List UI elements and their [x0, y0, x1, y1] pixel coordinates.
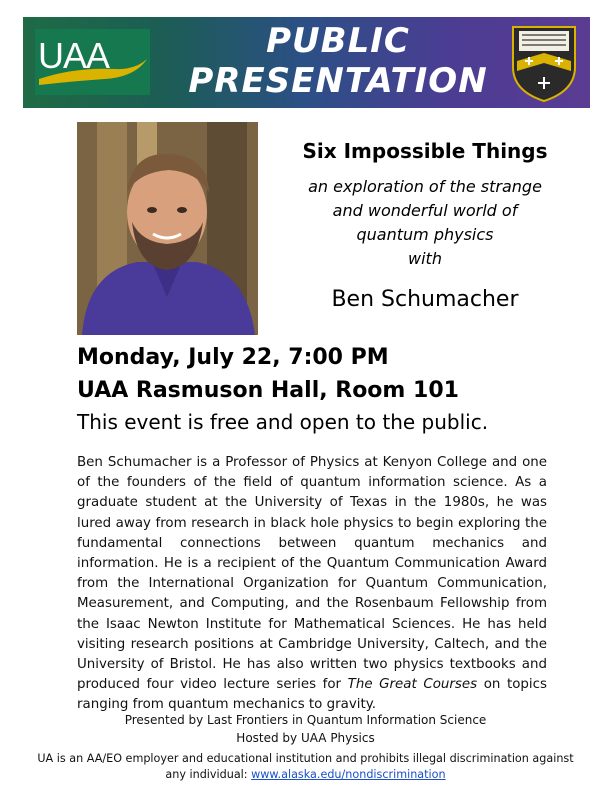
- speaker-bio: [77, 453, 547, 716]
- uaa-logo: [35, 29, 150, 95]
- talk-subtitle: [290, 175, 560, 271]
- event-date: Monday, July 22, 7:00 PM: [77, 345, 389, 370]
- university-crest-icon: [509, 23, 579, 103]
- nondiscrimination-notice: [0, 751, 611, 783]
- notice-text: UA is an AA/EO employer and educational institution and prohibits illegal discrimination against any individual:: [37, 752, 574, 781]
- speaker-photo: [77, 122, 258, 335]
- uaa-logo-text: UAA: [38, 35, 110, 76]
- subtitle-line3: quantum physics: [356, 225, 494, 244]
- event-admission: This event is free and open to the public.: [77, 410, 489, 434]
- subtitle-line2: and wonderful world of: [332, 201, 518, 220]
- hosted-by: Hosted by UAA Physics: [236, 731, 375, 745]
- nondiscrimination-link[interactable]: www.alaska.edu/nondiscrimination: [251, 768, 446, 781]
- header-banner: [23, 17, 590, 108]
- banner-title-line1: PUBLIC: [266, 21, 410, 61]
- bio-part2: on topics ranging from quantum mechanics to gravity.: [77, 677, 547, 713]
- talk-info: [290, 135, 560, 312]
- subtitle-line1: an exploration of the strange: [308, 177, 542, 196]
- bio-series-title: The Great Courses: [347, 677, 478, 693]
- speaker-name: Ben Schumacher: [331, 287, 519, 312]
- event-venue: UAA Rasmuson Hall, Room 101: [77, 378, 459, 403]
- bio-part1: Ben Schumacher is a Professor of Physics at Kenyon College and one of the founders of the field of quantum information science. As a graduate student at the University of Texas in the 1980s, he was lured away from research in black hole physics to begin exploring the fundamental connections between quantum mechanics and information. He is a recipient of the Quantum Communication Award from the International Organization for Quantum Communication, Measurement, and Computing, and the Rosenbaum Fellowship from the Isaac Newton Institute for Mathematical Sciences. He has held visiting research positions at Cambridge University, Caltech, and the University of Bristol. He has also written two physics textbooks and produced four video lecture series for: [77, 455, 547, 693]
- subtitle-line4: with: [408, 249, 442, 268]
- presented-by: Presented by Last Frontiers in Quantum Information Science: [124, 713, 487, 727]
- banner-title: [173, 21, 503, 101]
- talk-title: Six Impossible Things: [302, 139, 548, 163]
- banner-title-line2: PRESENTATION: [188, 61, 488, 101]
